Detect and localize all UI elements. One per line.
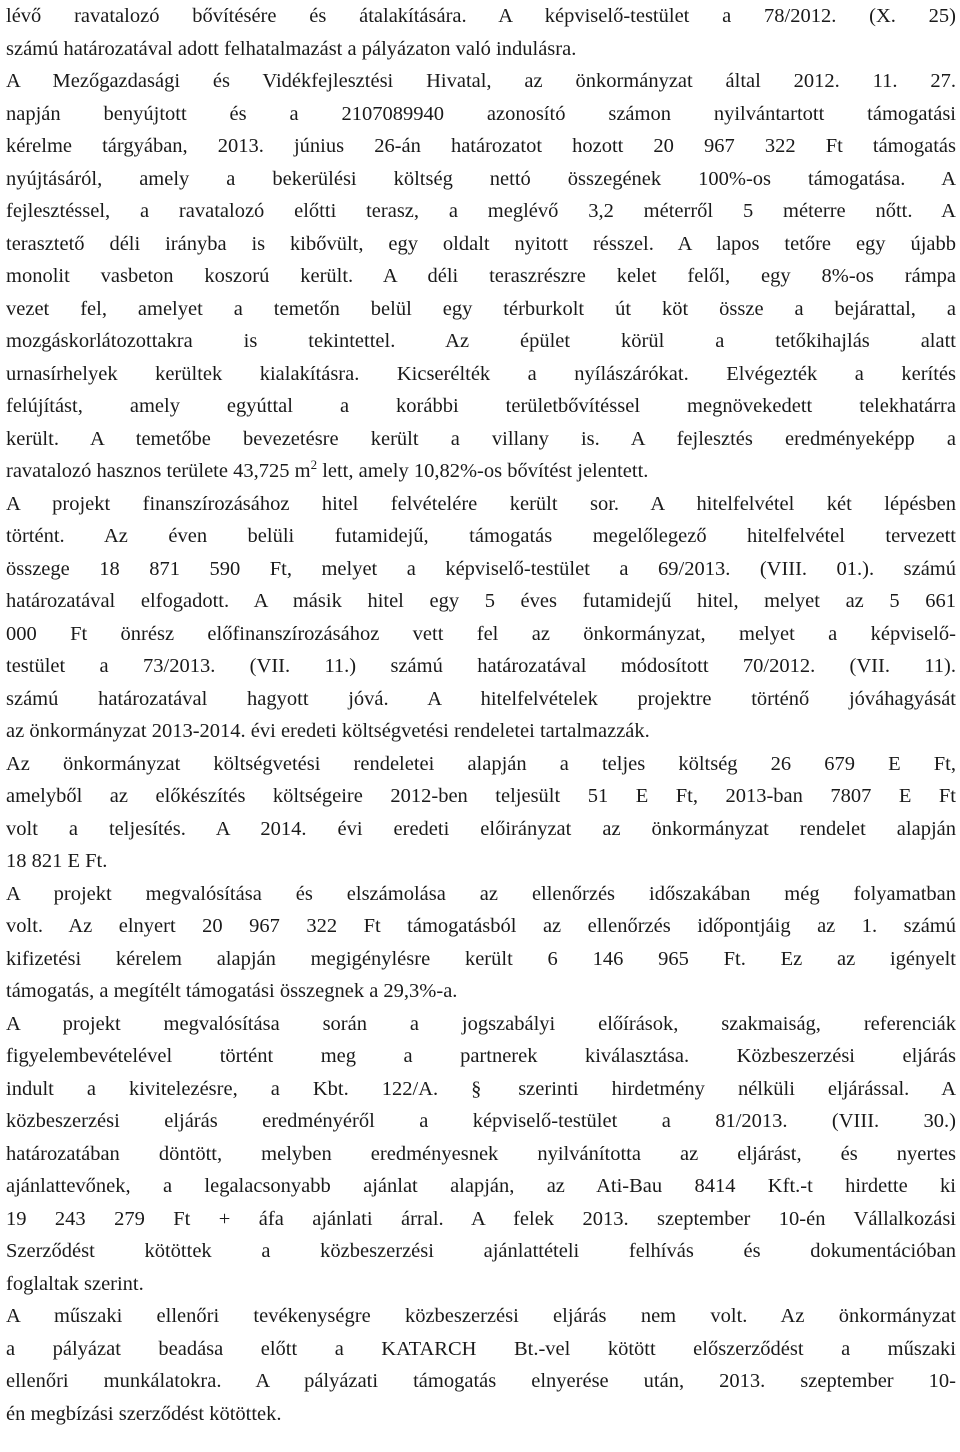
text-line: foglaltak szerint. — [6, 1272, 144, 1295]
paragraph-ravatalozo — [6, 0, 956, 488]
text-line: volt a teljesítés. A 2014. évi eredeti előirányzat az önkormányzat rendelet alapján — [6, 817, 956, 840]
text-line: napján benyújtott és a 2107089940 azonosító számon nyilvántartott támogatási — [6, 102, 956, 125]
text-line: terasztető déli irányba is kibővült, egy oldalt nyitott résszel. A lapos tetőre egy újabb — [6, 232, 956, 255]
text-line: az önkormányzat 2013-2014. évi eredeti költségvetési rendeletei tartalmazzák. — [6, 720, 650, 742]
text-line: kérelme tárgyában, 2013. június 26-án határozatot hozott 20 967 322 Ft támogatás — [6, 135, 956, 157]
text-line: történt. Az éven belüli futamidejű, támogatás megelőlegező hitelfelvétel tervezett — [6, 525, 956, 547]
text-line: kifizetési kérelem alapján megigénylésre került 6 146 965 Ft. Ez az igényelt — [6, 947, 956, 970]
text-line: 19 243 279 Ft + áfa ajánlati árral. A felek 2013. szeptember 10-én Vállalkozási — [6, 1207, 956, 1230]
text-line: A projekt finanszírozásához hitel felvételére került sor. A hitelfelvétel két lépésben — [6, 492, 956, 515]
paragraph-kozbeszerzes — [6, 1008, 956, 1301]
text-line: közbeszerzési eljárás eredményéről a képviselő-testület a 81/2013. (VIII. 30.) — [6, 1110, 956, 1132]
text-line: A projekt megvalósítása során a jogszabályi előírások, szakmaiság, referenciák — [6, 1012, 956, 1035]
text-line: ellenőri munkálatokra. A pályázati támogatás elnyerése után, 2013. szeptember 10- — [6, 1370, 956, 1392]
text-line: lévő ravatalozó bővítésére és átalakítására. A képviselő-testület a 78/2012. (X. 25) — [6, 5, 956, 27]
paragraph-elszamolas — [6, 878, 956, 1008]
text-line: határozatában döntött, melyben eredményesnek nyilvánította az eljárást, és nyertes — [6, 1142, 956, 1165]
paragraph-koltsegvetes — [6, 748, 956, 878]
text-line: támogatás, a megítélt támogatási összegnek a 29,3%-a. — [6, 980, 458, 1002]
text-line: Szerződést kötöttek a közbeszerzési ajánlattételi felhívás és dokumentációban — [6, 1240, 956, 1262]
area-text: ravatalozó hasznos területe 43,725 m — [6, 460, 311, 482]
text-line: 18 821 E Ft. — [6, 850, 108, 872]
text-line: testület a 73/2013. (VII. 11.) számú határozatával módosított 70/2012. (VII. 11). — [6, 655, 956, 677]
section-sign: § — [471, 1077, 482, 1100]
text-line: A projekt megvalósítása és elszámolása az ellenőrzés időszakában még folyamatban — [6, 882, 956, 905]
text-line: volt. Az elnyert 20 967 322 Ft támogatásból az ellenőrzés időpontjáig az 1. számú — [6, 915, 956, 937]
text-line: határozatával elfogadott. A másik hitel egy 5 éves futamidejű hitel, melyet az 5 661 — [6, 590, 956, 612]
paragraph-hitel — [6, 488, 956, 748]
text-line: ajánlattevőnek, a legalacsonyabb ajánlat alapján, az Ati-Bau 8414 Kft.-t hirdette ki — [6, 1175, 956, 1197]
text-line: Az önkormányzat költségvetési rendeletei alapján a teljes költség 26 679 E Ft, — [6, 752, 956, 775]
section-text-rest: szerinti hirdetmény nélküli eljárással. A — [518, 1077, 956, 1100]
text-line: összege 18 871 590 Ft, melyet a képviselő-testület a 69/2013. (VIII. 01.). számú — [6, 557, 956, 580]
text-line: vezet fel, amelyet a temetőn belül egy térburkolt út köt össze a bejárattal, a — [6, 297, 956, 320]
section-line — [6, 1073, 956, 1106]
text-line: fejlesztéssel, a ravatalozó előtti terasz, a meglévő 3,2 méterről 5 méterre nőtt. A — [6, 200, 956, 222]
text-line: 000 Ft önrész előfinanszírozásához vett fel az önkormányzat, melyet a képviselő- — [6, 622, 956, 645]
text-line: amelyből az előkészítés költségeire 2012-ben teljesült 51 E Ft, 2013-ban 7807 E Ft — [6, 785, 956, 807]
text-line: monolit vasbeton koszorú került. A déli teraszrészre kelet felől, egy 8%-os rámpa — [6, 265, 956, 287]
text-line: én megbízási szerződést kötöttek. — [6, 1402, 282, 1425]
text-line: számú határozatával adott felhatalmazást a pályázaton való indulásra. — [6, 37, 577, 60]
text-line: A Mezőgazdasági és Vidékfejlesztési Hivatal, az önkormányzat által 2012. 11. 27. — [6, 70, 956, 92]
document-page — [6, 0, 956, 1430]
area-line — [6, 455, 956, 488]
text-line: számú határozatával hagyott jóvá. A hitelfelvételek projektre történő jóváhagyását — [6, 687, 956, 710]
text-line: mozgáskorlátozottakra is tekintettel. Az épület körül a tetőkihajlás alatt — [6, 330, 956, 352]
text-line: urnasírhelyek kerültek kialakításra. Kicserélték a nyílászárókat. Elvégezték a kerítés — [6, 362, 956, 385]
text-line: nyújtásáról, amely a bekerülési költség nettó összegének 100%-os támogatása. A — [6, 167, 956, 190]
superscript: 2 — [310, 457, 318, 472]
text-line: A műszaki ellenőri tevékenységre közbeszerzési eljárás nem volt. Az önkormányzat — [6, 1305, 956, 1327]
text-line: felújítást, amely egyúttal a korábbi területbővítéssel megnövekedett telekhatárra — [6, 395, 956, 417]
text-line: figyelembevételével történt meg a partnerek kiválasztása. Közbeszerzési eljárás — [6, 1045, 956, 1067]
area-text-rest: lett, amely 10,82%-os bővítést jelentett. — [317, 460, 649, 482]
text-line: a pályázat beadása előtt a KATARCH Bt.-vel kötött előszerződést a műszaki — [6, 1337, 956, 1360]
text-line: került. A temetőbe bevezetésre került a villany is. A fejlesztés eredményeképp a — [6, 427, 956, 450]
paragraph-muszaki-ellenor — [6, 1300, 956, 1430]
section-text: indult a kivitelezésre, a Kbt. 122/A. — [6, 1077, 439, 1100]
